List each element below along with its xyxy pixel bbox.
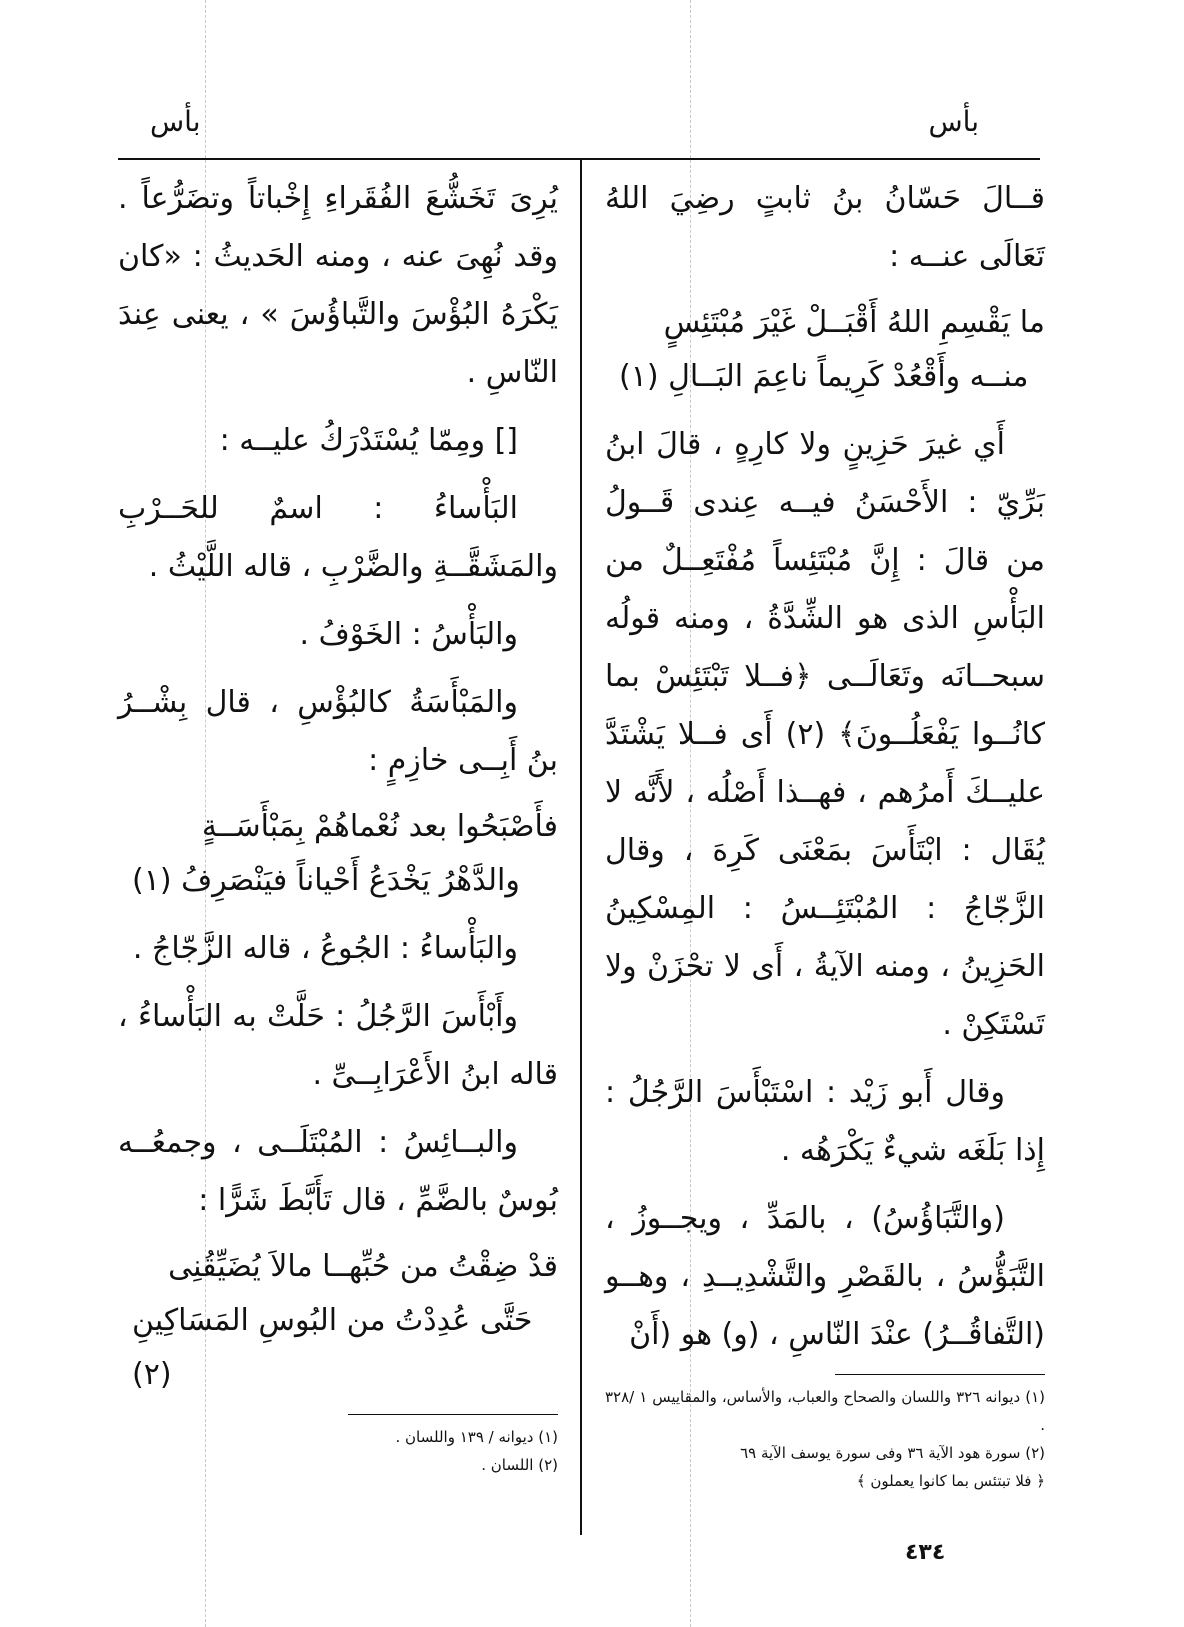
verse-line: حَتَّى عُدِدْتُ من البُوسِ المَسَاكِينِ (٢): [132, 1303, 533, 1392]
footnote: (٢) سورة هود الآية ٣٦ وفى سورة يوسف الآية ٦٩: [740, 1444, 1045, 1462]
verse-line: والدَّهْرُ يَخْدَعُ أَحْياناً فيَنْصَرِفُ (١): [132, 863, 520, 898]
footnote: (١) ديوانه ٣٢٦ واللسان والصحاح والعباب، والأساس، والمقاييس ١ /٣٢٨ .: [605, 1388, 1045, 1434]
footnote: ﴿ فلا تبتئس بما كانوا يعملون ﴾: [856, 1472, 1045, 1490]
paragraph: قــالَ حَسّانُ بنُ ثابتٍ رضِيَ اللهُ تَعَالَى عنــه :: [605, 181, 1045, 274]
paragraph: والبــائِسُ : المُبْتَلَــى ، وجمعُــه بُوسٌ بالضَّمِّ ، قال تَأَبَّطَ شَرًّا :: [118, 1125, 558, 1218]
footnote-rule: [835, 1374, 1045, 1375]
verse: [118, 1240, 558, 1402]
paragraph: البَأْساءُ : اسمٌ للحَــرْبِ والمَشَقَّــةِ والضَّرْبِ ، قاله اللَّيْثُ .: [118, 491, 558, 584]
verse-line: فأَصْبَحُوا بعد نُعْماهُمْ بِمَبْأَسَــةٍ: [201, 809, 558, 844]
footnotes: [605, 1383, 1045, 1495]
right-column: [605, 170, 1045, 1495]
paragraph: والبَأْساءُ : الجُوعُ ، قاله الزَّجّاجُ .: [132, 931, 518, 966]
verse-line: ما يَقْسِمِ اللهُ أَقْبَــلْ غَيْرَ مُبْتَئِسٍ: [663, 305, 1045, 340]
paragraph: [] ومِمّا يُسْتَدْرَكُ عليــه :: [219, 423, 518, 458]
verse-line: منــه وأَقْعُدْ كَرِيماً ناعِمَ البَــالِ (١): [619, 359, 1029, 394]
footnote: (١) ديوانه / ١٣٩ واللسان .: [395, 1428, 558, 1446]
column-divider: [580, 160, 582, 1535]
paragraph: والبَأْسُ : الخَوْفُ .: [299, 617, 518, 652]
paragraph: يُرِىَ تَخَشُّعَ الفُقَراءِ إِخْباتاً وتضَرُّعاً . وقد نُهِىَ عنه ، ومنه الحَديثُ : «كان يَكْرَهُ البُؤْسَ والتَّباؤُسَ » ، يعنى عِندَ النّاسِ .: [118, 181, 558, 390]
header-rule: [118, 158, 1040, 160]
running-header-right: بأس: [928, 105, 979, 138]
paragraph: والمَبْأَسَةُ كالبُؤْسِ ، قال بِشْــرُ بنُ أَبِــى خازِمٍ :: [118, 685, 558, 778]
left-column: [118, 170, 558, 1479]
verse: [118, 800, 558, 908]
paragraph: وأَبْأَسَ الرَّجُلُ : حَلَّتْ به البَأْساءُ ، قاله ابنُ الأَعْرَابِــىِّ .: [118, 999, 558, 1092]
running-header-left: بأس: [150, 105, 201, 138]
footnotes: [118, 1423, 558, 1479]
verse-line: قدْ ضِقْتُ من حُبِّهــا مالاَ يُضَيِّقُنِى: [168, 1249, 558, 1284]
paragraph: أَي غيرَ حَزِينٍ ولا كارِهٍ ، قالَ ابنُ بَرِّيّ : الأَحْسَنُ فيــه عِندى قَــولُ من قالَ : إِنَّ مُبْتَئِساً مُفْتَعِــلٌ من البَأْسِ الذى هو الشِّدَّةُ ، ومنه قولُه سبحــانَه وتَعَالَــى ﴿فــلا تَبْتَئِسْ بما كانُــوا يَفْعَلُــونَ﴾ (٢) أَى فــلا يَشْتَدَّ عليــكَ أَمرُهم ، فهــذا أَصْلُه ، لأَنَّه لا يُقَال : ابْتَأَسَ بمَعْنَى كَرِهَ ، وقال الزَّجّاجُ : المُبْتَئِــسُ : المِسْكِينُ الحَزِينُ ، ومنه الآيةُ ، أَى لا تحْزَنْ ولا تَسْتَكِنْ .: [605, 427, 1045, 1042]
footnote: (٢) اللسان .: [481, 1456, 558, 1474]
page-number: ٤٣٤: [905, 1540, 946, 1565]
paragraph: (والتَّبَاؤُسُ) ، بالمَدِّ ، ويجــوزُ ، التَّبَؤُّسُ ، بالقَصْرِ والتَّشْدِيــدِ ، وهــو (التَّفاقُــرُ) عنْدَ النّاسِ ، (و) هو (أَنْ: [605, 1201, 1045, 1352]
verse: [605, 296, 1045, 404]
paragraph: وقال أَبو زَيْد : اسْتَبْأَسَ الرَّجُلُ : إِذا بَلَغَه شيءٌ يَكْرَهُه .: [605, 1075, 1045, 1168]
footnote-rule: [348, 1414, 558, 1415]
